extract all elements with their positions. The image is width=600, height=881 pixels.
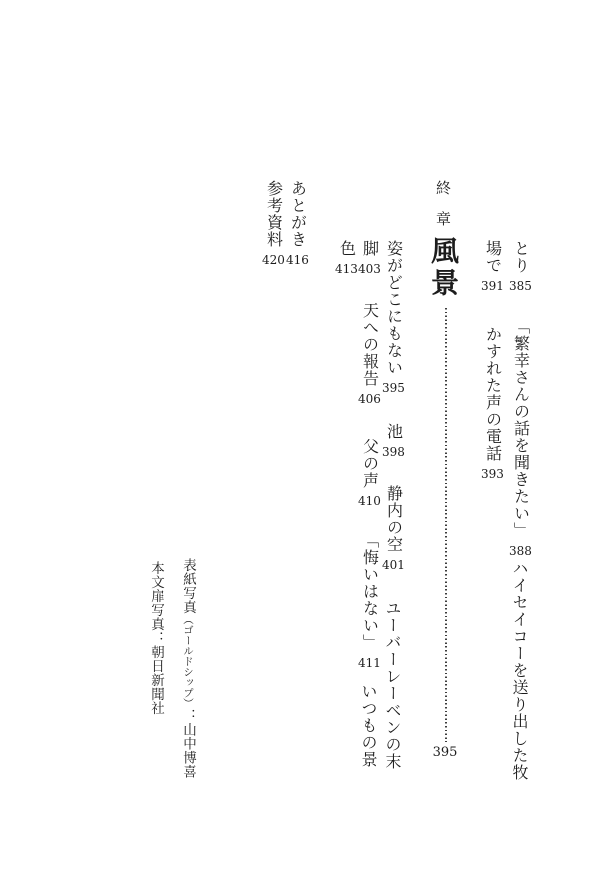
toc-entry-title: 場で <box>483 240 503 274</box>
toc-entry-page: 385 <box>509 279 532 293</box>
toc-entry-title: 天への報告 <box>360 302 380 387</box>
credit-cover-horse-name: （ゴールドシップ） <box>182 614 194 709</box>
toc-entry <box>481 326 504 480</box>
toc-entry-title: 静内の空 <box>384 485 404 553</box>
credit-interior-text: 本文扉写真：朝日新聞社 <box>148 561 164 715</box>
toc-entry-title: かすれた声の電話 <box>483 326 503 462</box>
toc-entry-page: 388 <box>509 544 532 558</box>
toc-entry-page: 393 <box>481 467 504 481</box>
toc-entry-title: とり <box>511 240 531 274</box>
toc-entry-title: 池 <box>384 423 404 440</box>
toc-entry-page: 413 <box>335 262 358 276</box>
toc-entry-fragment <box>358 240 381 275</box>
toc-entry-title: 参考資料 <box>264 180 284 248</box>
toc-entry-page: 395 <box>382 381 405 395</box>
toc-entry-title: いつもの景 <box>359 683 378 768</box>
toc-entry <box>358 438 381 507</box>
toc-entry-title: 「悔いはない」 <box>360 532 380 651</box>
toc-entry <box>358 532 381 669</box>
toc-entry-page: 391 <box>481 279 504 293</box>
toc-entry-title: あとがき <box>288 180 308 248</box>
credit-cover-photo <box>179 558 196 779</box>
toc-entry-title: 脚 <box>360 240 380 257</box>
toc-entry-title: 「繁幸さんの話を聞きたい」 <box>511 318 531 539</box>
toc-entry-page: 403 <box>358 262 381 276</box>
toc-entry-title: 父の声 <box>360 438 380 489</box>
toc-entry-title: ハイセイコーを送り出した牧 <box>510 560 529 781</box>
toc-entry <box>509 240 532 292</box>
toc-entry-page: 406 <box>358 392 381 406</box>
toc-entry <box>382 423 405 458</box>
toc-entry-page: 416 <box>286 253 309 267</box>
chapter-title: 風景 <box>427 236 460 300</box>
toc-entry-fragment <box>509 560 529 781</box>
toc-entry <box>509 318 532 557</box>
toc-entry-title: ユーバーレーベンの末 <box>383 600 402 770</box>
credit-interior-photo <box>147 561 164 715</box>
toc-entry-fragment <box>335 240 358 275</box>
toc-entry-title: 姿がどこにもない <box>384 240 404 376</box>
chapter-page-number: 395 <box>432 745 458 760</box>
dotted-leader <box>445 308 447 742</box>
toc-entry-page: 398 <box>382 445 405 459</box>
toc-entry-page: 401 <box>382 558 405 572</box>
toc-entry-references <box>262 180 285 266</box>
toc-entry-page: 420 <box>262 253 285 267</box>
toc-entry-fragment <box>481 240 504 292</box>
toc-entry-page: 410 <box>358 494 381 508</box>
toc-entry-title: 色 <box>337 240 357 257</box>
toc-entry <box>382 240 405 394</box>
toc-entry <box>382 485 405 571</box>
toc-entry-fragment <box>382 600 402 770</box>
toc-entry-page: 411 <box>358 656 381 670</box>
toc-entry-afterword <box>286 180 309 266</box>
credit-cover-lead: 表紙写真 <box>180 558 196 614</box>
credit-cover-photographer: ：山中博喜 <box>180 708 196 779</box>
toc-entry <box>358 302 381 405</box>
chapter-label: 終章 <box>434 180 452 242</box>
toc-entry-fragment <box>358 683 378 768</box>
